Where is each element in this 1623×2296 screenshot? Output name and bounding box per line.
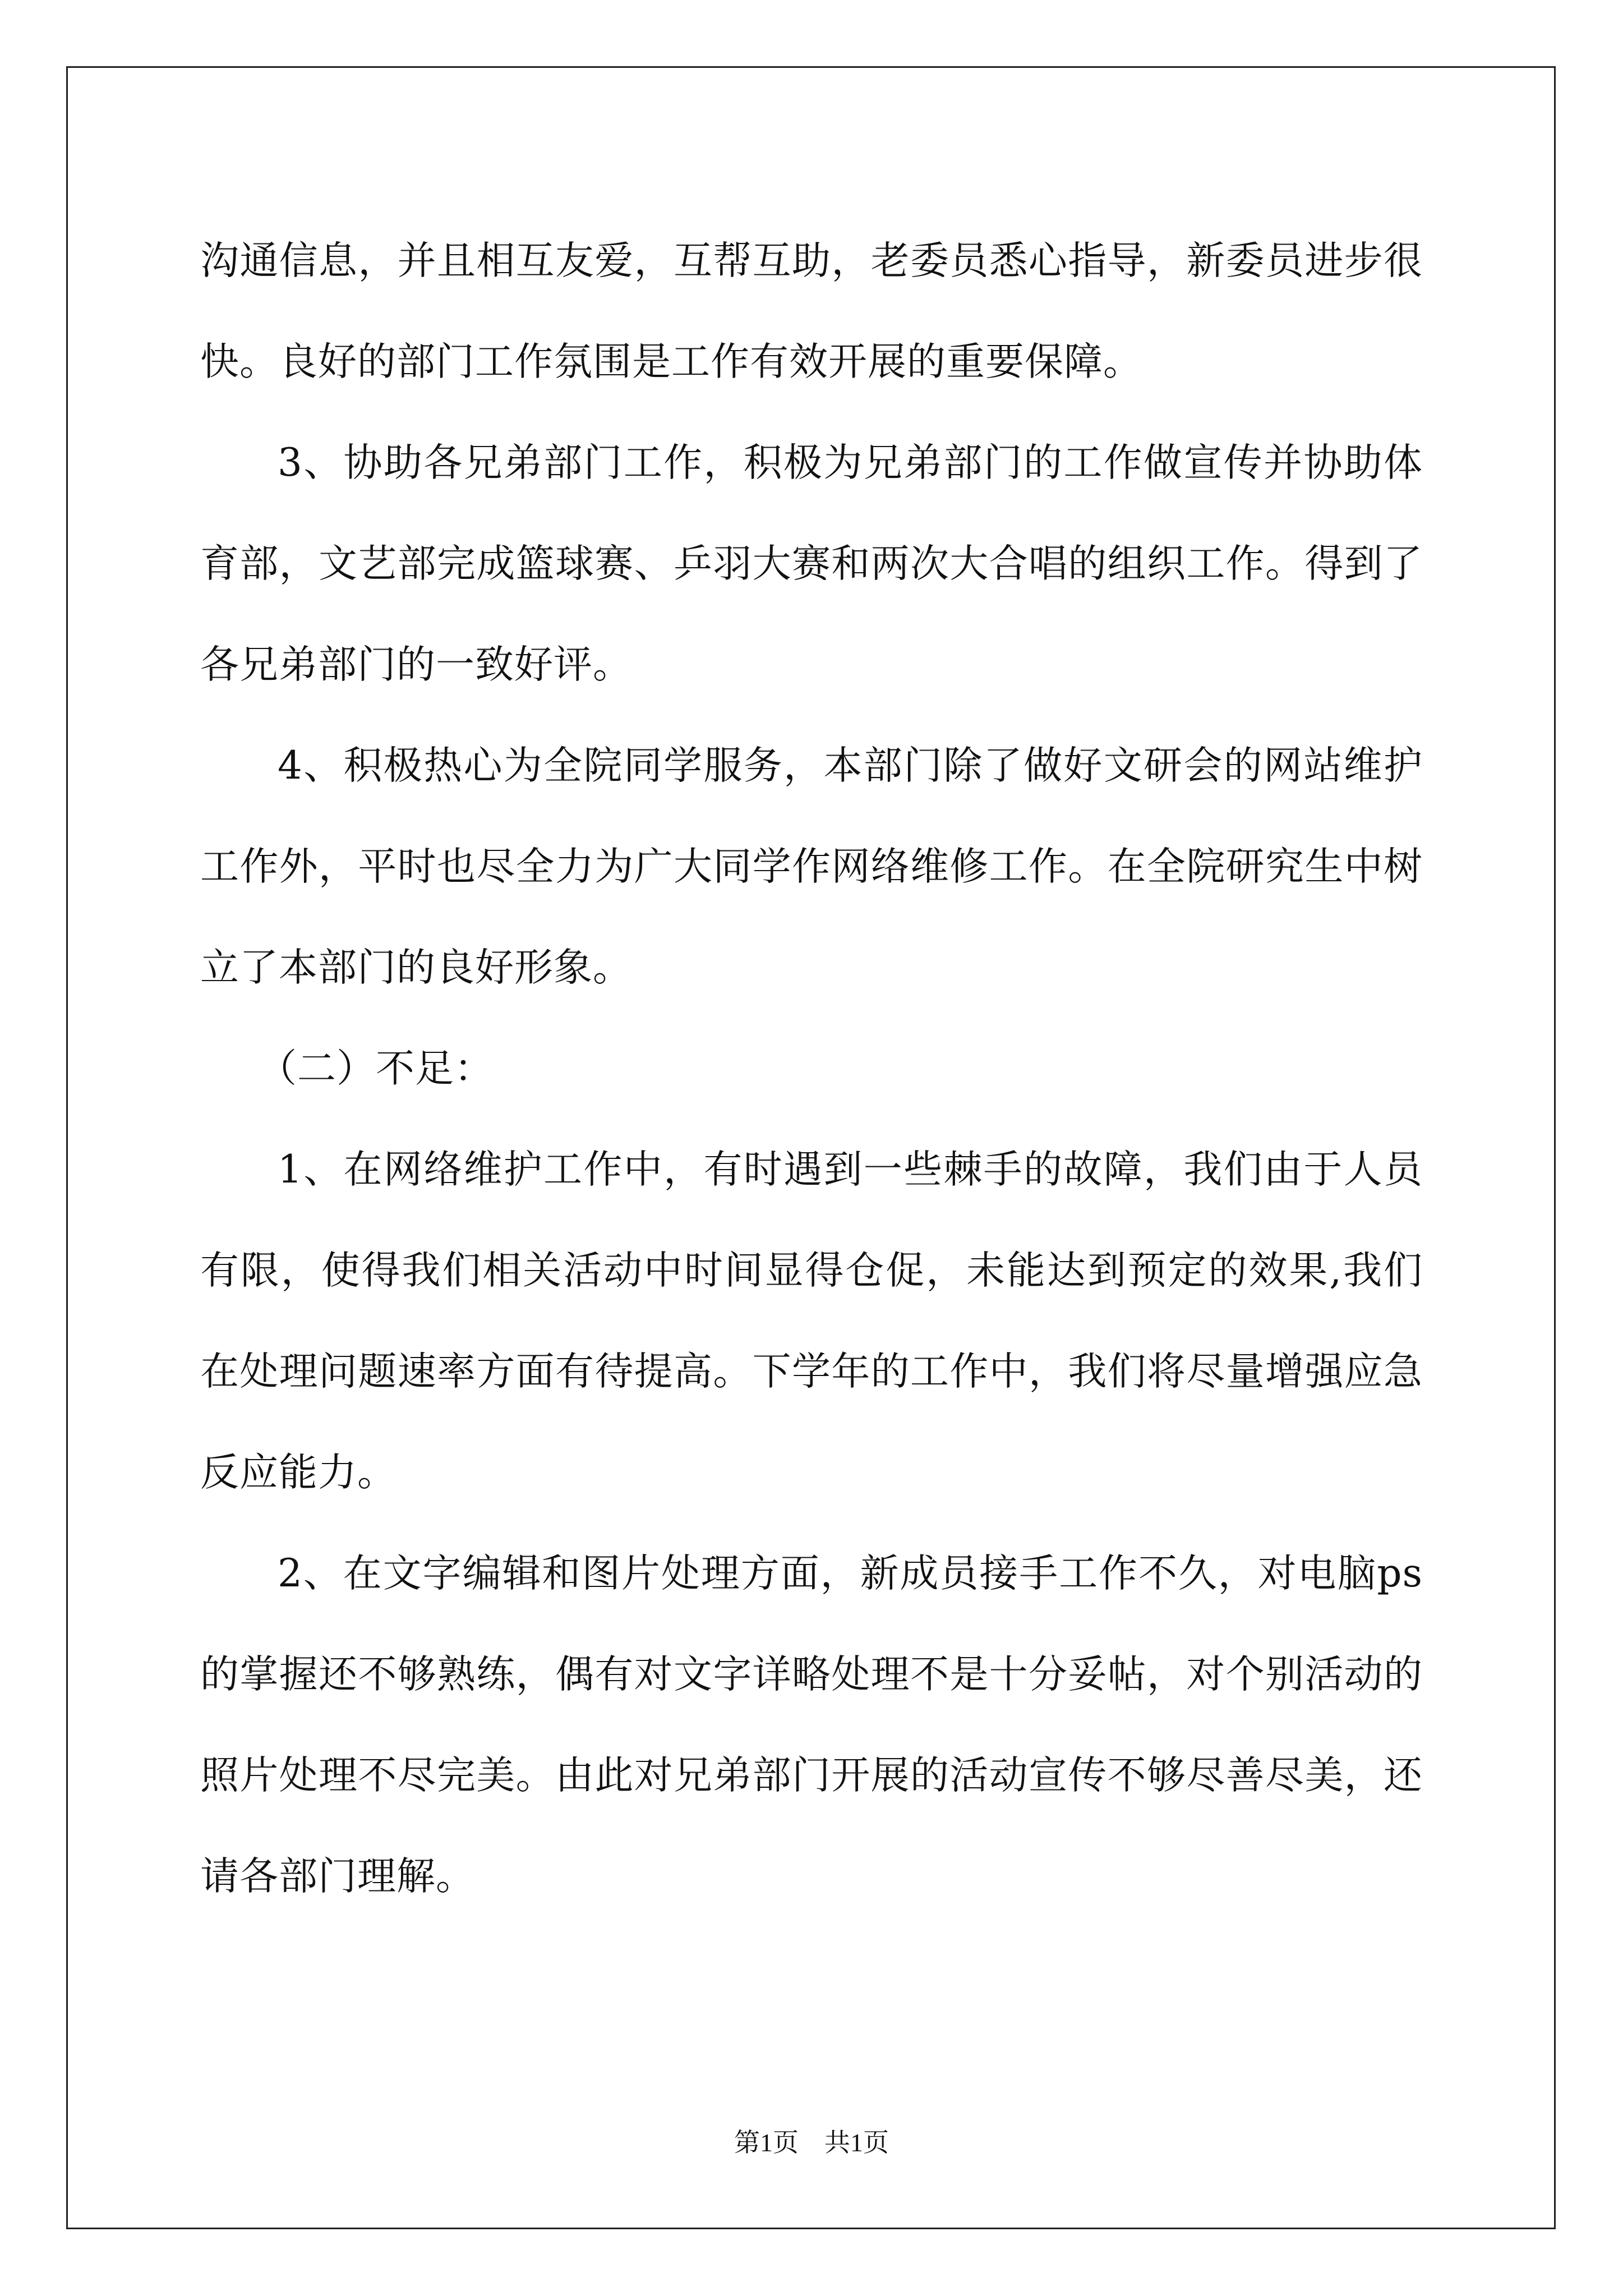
page-footer [0,2126,1623,2160]
section-heading-shortcomings: （二）不足： [258,1046,494,1091]
page-number: 第1页 [734,2128,799,2157]
paragraph-continuation: 沟通信息，并且相互友爱，互帮互助，老委员悉心指导，新委员进步很快。良好的部门工作氛围是工作有效开展的重要保障。 [200,238,1423,384]
document-body [200,210,1423,1927]
paragraph-item-3: 3、协助各兄弟部门工作，积极为兄弟部门的工作做宣传并协助体育部，文艺部完成篮球赛、乒羽大赛和两次大合唱的组织工作。得到了各兄弟部门的一致好评。 [200,440,1423,687]
paragraph-shortcoming-1: 1、在网络维护工作中，有时遇到一些棘手的故障，我们由于人员有限，使得我们相关活动中时间显得仓促，未能达到预定的效果,我们在处理问题速率方面有待提高。下学年的工作中，我们将尽量增强应急反应能力。 [200,1147,1423,1495]
paragraph-shortcoming-2: 2、在文字编辑和图片处理方面，新成员接手工作不久，对电脑ps的掌握还不够熟练，偶有对文字详略处理不是十分妥帖，对个别活动的照片处理不尽完美。由此对兄弟部门开展的活动宣传不够尽善尽美，还请各部门理解。 [200,1551,1423,1899]
page-total: 共1页 [824,2128,889,2157]
paragraph-item-4: 4、积极热心为全院同学服务，本部门除了做好文研会的网站维护工作外，平时也尽全力为广大同学作网络维修工作。在全院研究生中树立了本部门的良好形象。 [200,743,1423,990]
